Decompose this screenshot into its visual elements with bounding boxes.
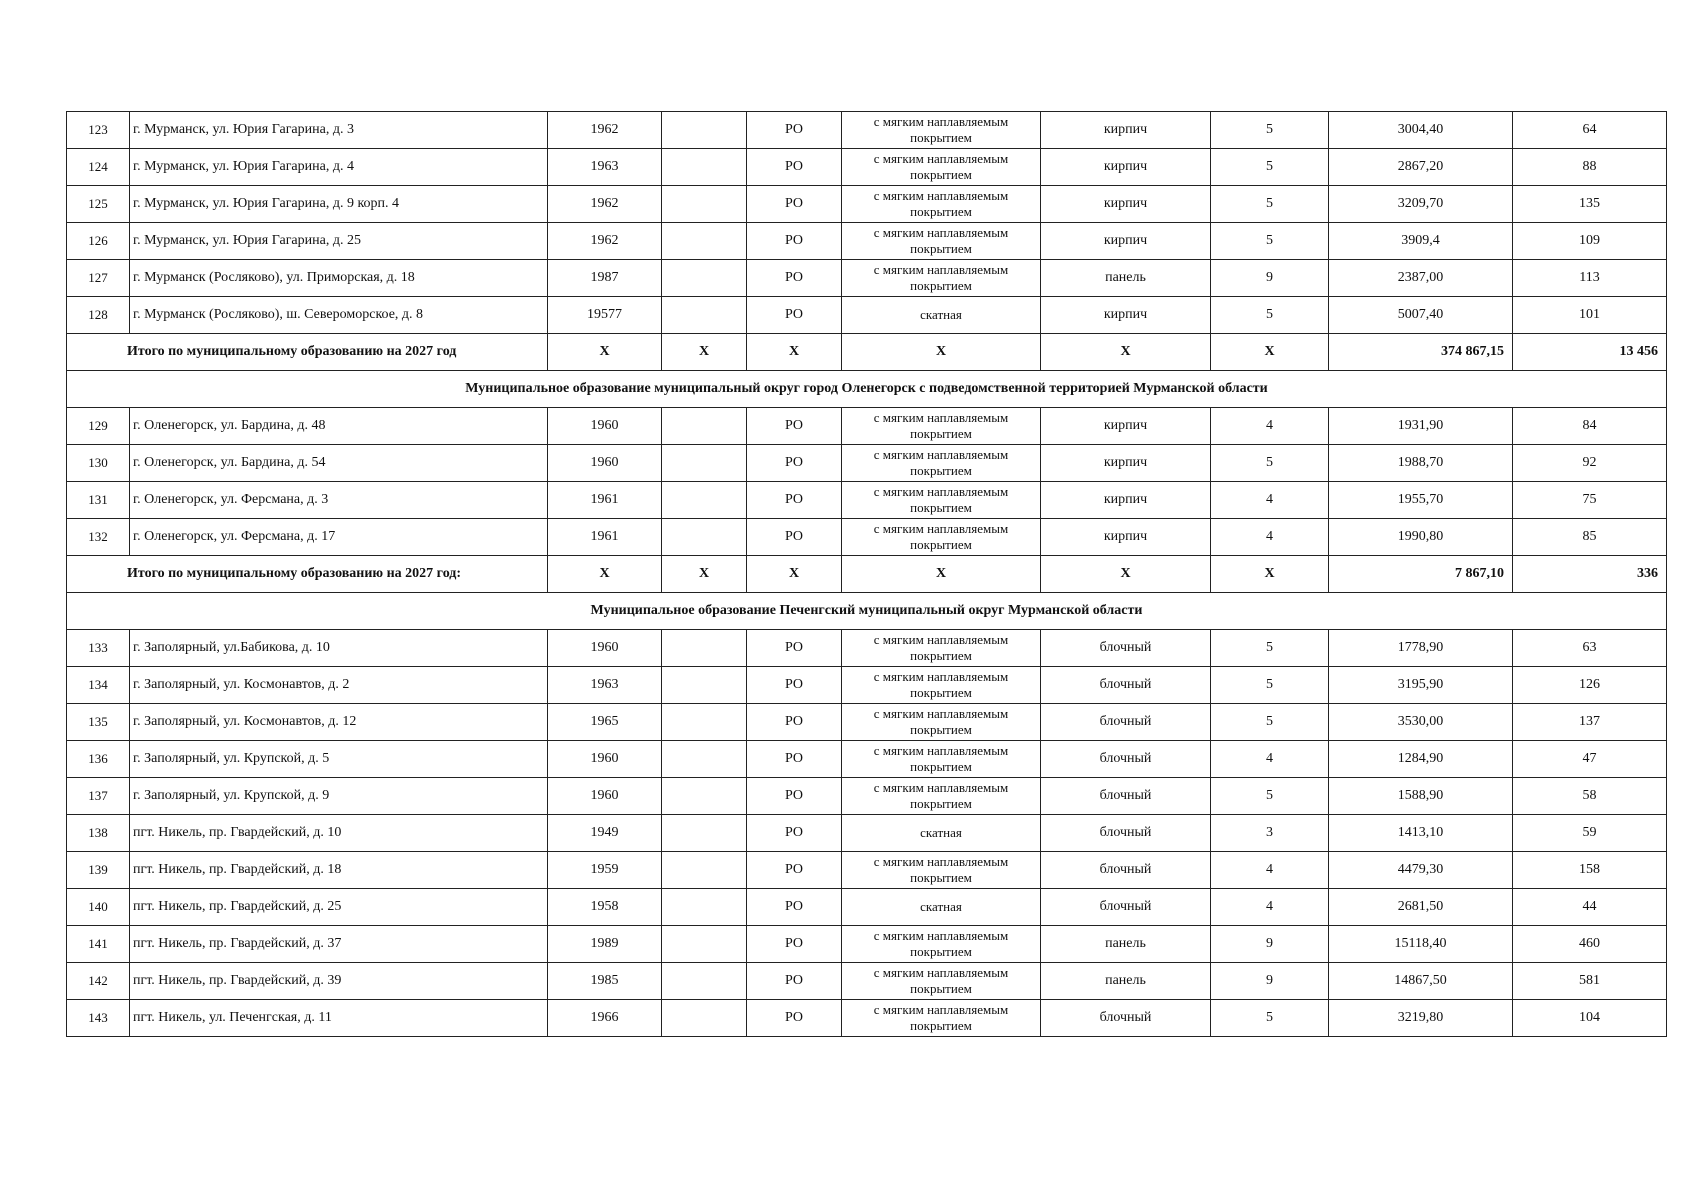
- roof-type-cell: с мягким наплавляемым покрытием: [842, 519, 1041, 556]
- address-cell: г. Мурманск, ул. Юрия Гагарина, д. 3: [130, 112, 548, 149]
- total-x-mark: X: [747, 334, 842, 371]
- table-row: [67, 889, 1667, 926]
- row-number: 143: [67, 1000, 130, 1037]
- row-number: 142: [67, 963, 130, 1000]
- ro-cell: РО: [747, 815, 842, 852]
- residents-cell: 64: [1513, 112, 1667, 149]
- wall-material-cell: блочный: [1041, 704, 1211, 741]
- ro-cell: РО: [747, 149, 842, 186]
- address-cell: г. Оленегорск, ул. Ферсмана, д. 3: [130, 482, 548, 519]
- area-cell: 2387,00: [1329, 260, 1513, 297]
- year-cell: 1960: [548, 778, 662, 815]
- roof-type-cell: с мягким наплавляемым покрытием: [842, 112, 1041, 149]
- address-cell: г. Заполярный, ул.Бабикова, д. 10: [130, 630, 548, 667]
- wall-material-cell: кирпич: [1041, 408, 1211, 445]
- area-cell: 3909,4: [1329, 223, 1513, 260]
- floors-cell: 5: [1211, 630, 1329, 667]
- empty-cell: [662, 741, 747, 778]
- row-number: 137: [67, 778, 130, 815]
- address-cell: г. Оленегорск, ул. Бардина, д. 48: [130, 408, 548, 445]
- section-header-row: [67, 371, 1667, 408]
- row-number: 138: [67, 815, 130, 852]
- empty-cell: [662, 963, 747, 1000]
- year-cell: 1960: [548, 445, 662, 482]
- residents-cell: 84: [1513, 408, 1667, 445]
- table-row: [67, 667, 1667, 704]
- row-number: 127: [67, 260, 130, 297]
- year-cell: 1959: [548, 852, 662, 889]
- total-residents: 336: [1513, 556, 1667, 593]
- table-row: [67, 297, 1667, 334]
- empty-cell: [662, 408, 747, 445]
- table-body: [67, 112, 1667, 1037]
- year-cell: 1962: [548, 186, 662, 223]
- roof-type-cell: с мягким наплавляемым покрытием: [842, 445, 1041, 482]
- area-cell: 3004,40: [1329, 112, 1513, 149]
- wall-material-cell: панель: [1041, 926, 1211, 963]
- year-cell: 19577: [548, 297, 662, 334]
- total-x-mark: X: [548, 556, 662, 593]
- roof-type-cell: с мягким наплавляемым покрытием: [842, 704, 1041, 741]
- row-number: 135: [67, 704, 130, 741]
- total-x-mark: X: [662, 556, 747, 593]
- section-title: Муниципальное образование муниципальный округ город Оленегорск с подведомственной территорией Мурманской области: [67, 371, 1667, 408]
- empty-cell: [662, 445, 747, 482]
- floors-cell: 4: [1211, 482, 1329, 519]
- residents-cell: 113: [1513, 260, 1667, 297]
- total-x-mark: X: [662, 334, 747, 371]
- residents-cell: 101: [1513, 297, 1667, 334]
- empty-cell: [662, 815, 747, 852]
- empty-cell: [662, 1000, 747, 1037]
- year-cell: 1987: [548, 260, 662, 297]
- year-cell: 1961: [548, 482, 662, 519]
- total-area: 374 867,15: [1329, 334, 1513, 371]
- table-row: [67, 186, 1667, 223]
- row-number: 140: [67, 889, 130, 926]
- wall-material-cell: блочный: [1041, 630, 1211, 667]
- ro-cell: РО: [747, 1000, 842, 1037]
- table-row: [67, 519, 1667, 556]
- wall-material-cell: блочный: [1041, 667, 1211, 704]
- residents-cell: 126: [1513, 667, 1667, 704]
- ro-cell: РО: [747, 926, 842, 963]
- wall-material-cell: кирпич: [1041, 112, 1211, 149]
- address-cell: г. Заполярный, ул. Космонавтов, д. 2: [130, 667, 548, 704]
- address-cell: пгт. Никель, пр. Гвардейский, д. 25: [130, 889, 548, 926]
- floors-cell: 4: [1211, 741, 1329, 778]
- address-cell: г. Заполярный, ул. Космонавтов, д. 12: [130, 704, 548, 741]
- total-x-mark: X: [1211, 334, 1329, 371]
- ro-cell: РО: [747, 112, 842, 149]
- ro-cell: РО: [747, 630, 842, 667]
- address-cell: пгт. Никель, пр. Гвардейский, д. 10: [130, 815, 548, 852]
- year-cell: 1962: [548, 112, 662, 149]
- total-row: [67, 334, 1667, 371]
- roof-type-cell: с мягким наплавляемым покрытием: [842, 778, 1041, 815]
- residents-cell: 63: [1513, 630, 1667, 667]
- address-cell: пгт. Никель, пр. Гвардейский, д. 39: [130, 963, 548, 1000]
- residents-cell: 44: [1513, 889, 1667, 926]
- row-number: 124: [67, 149, 130, 186]
- empty-cell: [662, 630, 747, 667]
- wall-material-cell: блочный: [1041, 741, 1211, 778]
- empty-cell: [662, 112, 747, 149]
- row-number: 123: [67, 112, 130, 149]
- roof-type-cell: с мягким наплавляемым покрытием: [842, 741, 1041, 778]
- table-row: [67, 778, 1667, 815]
- table-row: [67, 482, 1667, 519]
- year-cell: 1960: [548, 741, 662, 778]
- housing-registry-table: [66, 111, 1667, 1037]
- roof-type-cell: с мягким наплавляемым покрытием: [842, 926, 1041, 963]
- row-number: 129: [67, 408, 130, 445]
- roof-type-cell: с мягким наплавляемым покрытием: [842, 186, 1041, 223]
- year-cell: 1949: [548, 815, 662, 852]
- residents-cell: 137: [1513, 704, 1667, 741]
- empty-cell: [662, 297, 747, 334]
- address-cell: г. Мурманск (Росляково), ш. Североморское, д. 8: [130, 297, 548, 334]
- residents-cell: 581: [1513, 963, 1667, 1000]
- residents-cell: 58: [1513, 778, 1667, 815]
- wall-material-cell: блочный: [1041, 1000, 1211, 1037]
- row-number: 125: [67, 186, 130, 223]
- wall-material-cell: панель: [1041, 260, 1211, 297]
- area-cell: 3219,80: [1329, 1000, 1513, 1037]
- total-x-mark: X: [747, 556, 842, 593]
- floors-cell: 5: [1211, 704, 1329, 741]
- row-number: 141: [67, 926, 130, 963]
- area-cell: 14867,50: [1329, 963, 1513, 1000]
- address-cell: г. Мурманск, ул. Юрия Гагарина, д. 9 корп. 4: [130, 186, 548, 223]
- ro-cell: РО: [747, 704, 842, 741]
- table-row: [67, 852, 1667, 889]
- table-row: [67, 260, 1667, 297]
- year-cell: 1960: [548, 630, 662, 667]
- wall-material-cell: кирпич: [1041, 445, 1211, 482]
- total-label: Итого по муниципальному образованию на 2027 год: [67, 334, 548, 371]
- table-row: [67, 1000, 1667, 1037]
- ro-cell: РО: [747, 445, 842, 482]
- empty-cell: [662, 778, 747, 815]
- row-number: 139: [67, 852, 130, 889]
- year-cell: 1963: [548, 667, 662, 704]
- year-cell: 1989: [548, 926, 662, 963]
- roof-type-cell: с мягким наплавляемым покрытием: [842, 149, 1041, 186]
- total-x-mark: X: [548, 334, 662, 371]
- row-number: 136: [67, 741, 130, 778]
- empty-cell: [662, 519, 747, 556]
- wall-material-cell: кирпич: [1041, 149, 1211, 186]
- residents-cell: 88: [1513, 149, 1667, 186]
- roof-type-cell: скатная: [842, 297, 1041, 334]
- floors-cell: 5: [1211, 186, 1329, 223]
- year-cell: 1960: [548, 408, 662, 445]
- total-residents: 13 456: [1513, 334, 1667, 371]
- residents-cell: 59: [1513, 815, 1667, 852]
- address-cell: г. Заполярный, ул. Крупской, д. 5: [130, 741, 548, 778]
- floors-cell: 5: [1211, 667, 1329, 704]
- ro-cell: РО: [747, 667, 842, 704]
- empty-cell: [662, 852, 747, 889]
- year-cell: 1963: [548, 149, 662, 186]
- area-cell: 1778,90: [1329, 630, 1513, 667]
- wall-material-cell: блочный: [1041, 852, 1211, 889]
- row-number: 132: [67, 519, 130, 556]
- ro-cell: РО: [747, 482, 842, 519]
- address-cell: пгт. Никель, ул. Печенгская, д. 11: [130, 1000, 548, 1037]
- ro-cell: РО: [747, 852, 842, 889]
- residents-cell: 158: [1513, 852, 1667, 889]
- empty-cell: [662, 889, 747, 926]
- area-cell: 15118,40: [1329, 926, 1513, 963]
- address-cell: г. Оленегорск, ул. Бардина, д. 54: [130, 445, 548, 482]
- floors-cell: 5: [1211, 223, 1329, 260]
- table-row: [67, 408, 1667, 445]
- wall-material-cell: кирпич: [1041, 482, 1211, 519]
- area-cell: 1990,80: [1329, 519, 1513, 556]
- year-cell: 1962: [548, 223, 662, 260]
- ro-cell: РО: [747, 186, 842, 223]
- row-number: 130: [67, 445, 130, 482]
- roof-type-cell: скатная: [842, 889, 1041, 926]
- residents-cell: 92: [1513, 445, 1667, 482]
- area-cell: 1284,90: [1329, 741, 1513, 778]
- floors-cell: 5: [1211, 445, 1329, 482]
- total-x-mark: X: [1041, 334, 1211, 371]
- total-row: [67, 556, 1667, 593]
- floors-cell: 5: [1211, 297, 1329, 334]
- address-cell: г. Заполярный, ул. Крупской, д. 9: [130, 778, 548, 815]
- wall-material-cell: кирпич: [1041, 223, 1211, 260]
- area-cell: 2681,50: [1329, 889, 1513, 926]
- year-cell: 1958: [548, 889, 662, 926]
- empty-cell: [662, 260, 747, 297]
- table-row: [67, 741, 1667, 778]
- area-cell: 1588,90: [1329, 778, 1513, 815]
- floors-cell: 9: [1211, 260, 1329, 297]
- table-row: [67, 223, 1667, 260]
- floors-cell: 4: [1211, 852, 1329, 889]
- section-header-row: [67, 593, 1667, 630]
- year-cell: 1966: [548, 1000, 662, 1037]
- residents-cell: 104: [1513, 1000, 1667, 1037]
- area-cell: 1988,70: [1329, 445, 1513, 482]
- year-cell: 1961: [548, 519, 662, 556]
- empty-cell: [662, 704, 747, 741]
- ro-cell: РО: [747, 889, 842, 926]
- wall-material-cell: панель: [1041, 963, 1211, 1000]
- ro-cell: РО: [747, 778, 842, 815]
- year-cell: 1965: [548, 704, 662, 741]
- roof-type-cell: с мягким наплавляемым покрытием: [842, 630, 1041, 667]
- floors-cell: 5: [1211, 778, 1329, 815]
- floors-cell: 9: [1211, 963, 1329, 1000]
- row-number: 131: [67, 482, 130, 519]
- roof-type-cell: с мягким наплавляемым покрытием: [842, 1000, 1041, 1037]
- area-cell: 1931,90: [1329, 408, 1513, 445]
- total-x-mark: X: [842, 334, 1041, 371]
- area-cell: 5007,40: [1329, 297, 1513, 334]
- table-row: [67, 630, 1667, 667]
- year-cell: 1985: [548, 963, 662, 1000]
- residents-cell: 109: [1513, 223, 1667, 260]
- roof-type-cell: с мягким наплавляемым покрытием: [842, 852, 1041, 889]
- address-cell: пгт. Никель, пр. Гвардейский, д. 18: [130, 852, 548, 889]
- row-number: 134: [67, 667, 130, 704]
- residents-cell: 75: [1513, 482, 1667, 519]
- wall-material-cell: блочный: [1041, 815, 1211, 852]
- total-area: 7 867,10: [1329, 556, 1513, 593]
- ro-cell: РО: [747, 741, 842, 778]
- floors-cell: 9: [1211, 926, 1329, 963]
- row-number: 133: [67, 630, 130, 667]
- ro-cell: РО: [747, 519, 842, 556]
- empty-cell: [662, 186, 747, 223]
- table-row: [67, 963, 1667, 1000]
- roof-type-cell: с мягким наплавляемым покрытием: [842, 482, 1041, 519]
- empty-cell: [662, 926, 747, 963]
- residents-cell: 460: [1513, 926, 1667, 963]
- total-x-mark: X: [1041, 556, 1211, 593]
- area-cell: 4479,30: [1329, 852, 1513, 889]
- empty-cell: [662, 667, 747, 704]
- area-cell: 3209,70: [1329, 186, 1513, 223]
- table-row: [67, 445, 1667, 482]
- table-row: [67, 926, 1667, 963]
- address-cell: г. Мурманск, ул. Юрия Гагарина, д. 25: [130, 223, 548, 260]
- table-row: [67, 112, 1667, 149]
- ro-cell: РО: [747, 223, 842, 260]
- ro-cell: РО: [747, 260, 842, 297]
- wall-material-cell: блочный: [1041, 889, 1211, 926]
- wall-material-cell: блочный: [1041, 778, 1211, 815]
- address-cell: г. Мурманск, ул. Юрия Гагарина, д. 4: [130, 149, 548, 186]
- residents-cell: 47: [1513, 741, 1667, 778]
- section-title: Муниципальное образование Печенгский муниципальный округ Мурманской области: [67, 593, 1667, 630]
- area-cell: 1413,10: [1329, 815, 1513, 852]
- empty-cell: [662, 223, 747, 260]
- row-number: 128: [67, 297, 130, 334]
- area-cell: 2867,20: [1329, 149, 1513, 186]
- floors-cell: 3: [1211, 815, 1329, 852]
- address-cell: пгт. Никель, пр. Гвардейский, д. 37: [130, 926, 548, 963]
- floors-cell: 4: [1211, 889, 1329, 926]
- floors-cell: 4: [1211, 408, 1329, 445]
- area-cell: 3530,00: [1329, 704, 1513, 741]
- ro-cell: РО: [747, 963, 842, 1000]
- roof-type-cell: с мягким наплавляемым покрытием: [842, 667, 1041, 704]
- total-x-mark: X: [1211, 556, 1329, 593]
- table-row: [67, 815, 1667, 852]
- floors-cell: 5: [1211, 1000, 1329, 1037]
- roof-type-cell: с мягким наплавляемым покрытием: [842, 408, 1041, 445]
- residents-cell: 85: [1513, 519, 1667, 556]
- area-cell: 1955,70: [1329, 482, 1513, 519]
- roof-type-cell: скатная: [842, 815, 1041, 852]
- floors-cell: 4: [1211, 519, 1329, 556]
- ro-cell: РО: [747, 408, 842, 445]
- roof-type-cell: с мягким наплавляемым покрытием: [842, 223, 1041, 260]
- wall-material-cell: кирпич: [1041, 186, 1211, 223]
- address-cell: г. Оленегорск, ул. Ферсмана, д. 17: [130, 519, 548, 556]
- empty-cell: [662, 149, 747, 186]
- residents-cell: 135: [1513, 186, 1667, 223]
- wall-material-cell: кирпич: [1041, 297, 1211, 334]
- total-label: Итого по муниципальному образованию на 2027 год:: [67, 556, 548, 593]
- roof-type-cell: с мягким наплавляемым покрытием: [842, 963, 1041, 1000]
- area-cell: 3195,90: [1329, 667, 1513, 704]
- ro-cell: РО: [747, 297, 842, 334]
- floors-cell: 5: [1211, 112, 1329, 149]
- total-x-mark: X: [842, 556, 1041, 593]
- roof-type-cell: с мягким наплавляемым покрытием: [842, 260, 1041, 297]
- row-number: 126: [67, 223, 130, 260]
- table-row: [67, 149, 1667, 186]
- address-cell: г. Мурманск (Росляково), ул. Приморская, д. 18: [130, 260, 548, 297]
- table-row: [67, 704, 1667, 741]
- empty-cell: [662, 482, 747, 519]
- floors-cell: 5: [1211, 149, 1329, 186]
- wall-material-cell: кирпич: [1041, 519, 1211, 556]
